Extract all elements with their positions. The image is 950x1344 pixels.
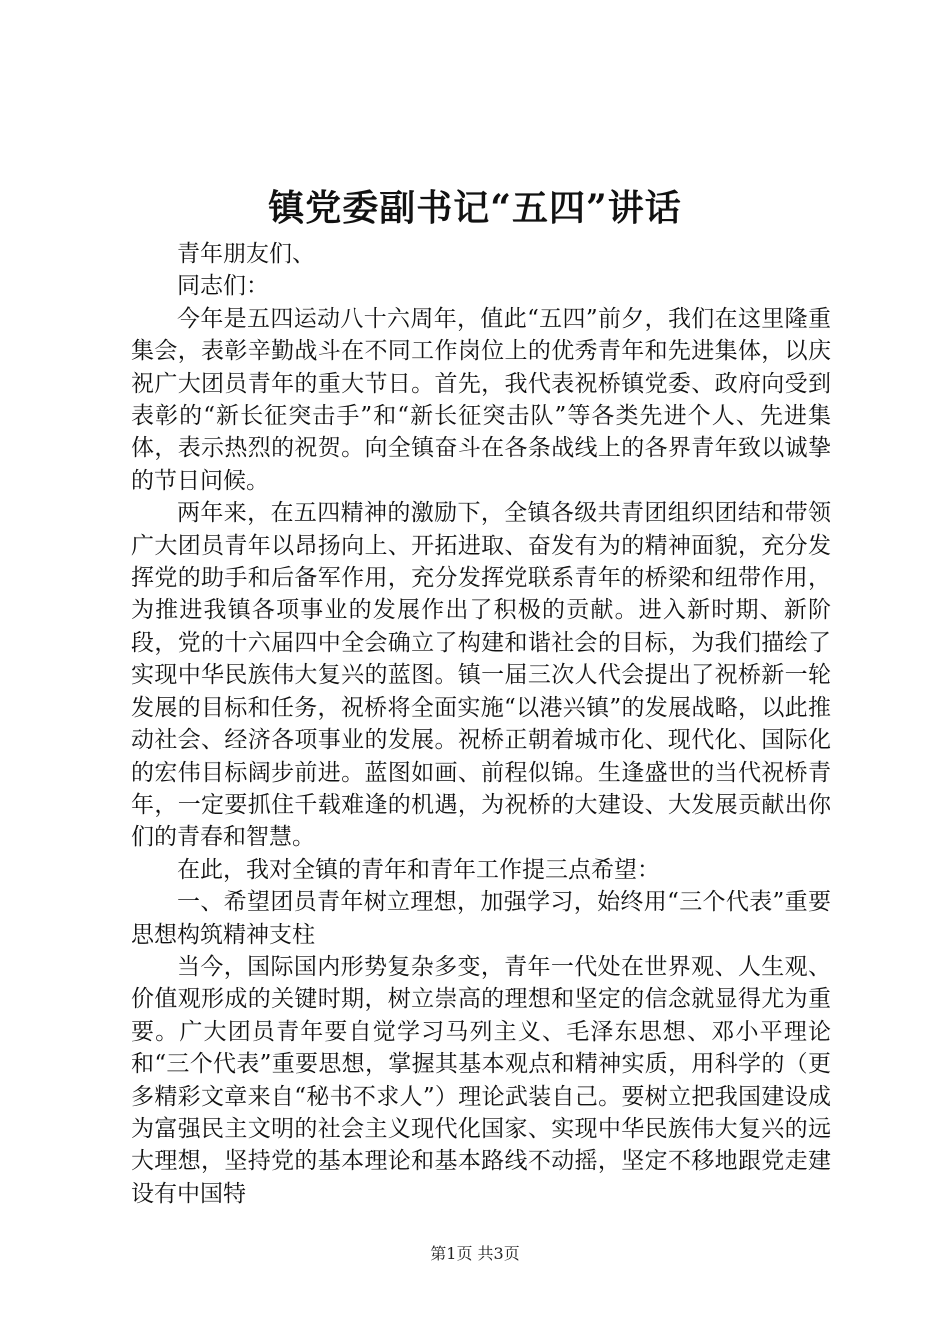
salutation-comrades: 同志们： (177, 273, 269, 300)
page-title: 镇党委副书记“五四”讲话 (268, 187, 682, 229)
paragraph-opening: 今年是五四运动八十六周年，值此“五四”前夕，我们在这里隆重集会，表彰辛勤战斗在不同工作岗位上的优秀青年和先进集体，以庆祝广大团员青年的重大节日。首先，我代表祝桥镇党委、政府向受到表彰的“新长征突击手”和“新长征突击队”等各类先进个人、先进集体，表示热烈的祝贺。向全镇奋斗在各条战线上的各界青年致以诚挚的节日问候。 (131, 305, 831, 494)
page-indicator: 第1页 共3页 (430, 1244, 520, 1263)
paragraph-three-hopes-intro: 在此，我对全镇的青年和青年工作提三点希望： (177, 856, 660, 883)
salutation-youth: 青年朋友们、 (177, 241, 315, 267)
paragraph-achievements: 两年来，在五四精神的激励下，全镇各级共青团组织团结和带领广大团员青年以昂扬向上、开拓进取、奋发有为的精神面貌，充分发挥党的助手和后备军作用，充分发挥党联系青年的桥梁和纽带作用，为推进我镇各项事业的发展作出了积极的贡献。进入新时期、新阶段，党的十六届四中全会确立了构建和谐社会的目标，为我们描绘了实现中华民族伟大复兴的蓝图。镇一届三次人代会提出了祝桥新一轮发展的目标和任务，祝桥将全面实施“以港兴镇”的发展战略，以此推动社会、经济各项事业的发展。祝桥正朝着城市化、现代化、国际化的宏伟目标阔步前进。蓝图如画、前程似锦。生逢盛世的当代祝桥青年，一定要抓住千载难逢的机遇，为祝桥的大建设、大发展贡献出你们的青春和智慧。 (131, 500, 831, 851)
heading-hope-one: 一、希望团员青年树立理想，加强学习，始终用“三个代表”重要思想构筑精神支柱 (131, 889, 831, 948)
paragraph-hope-one-body: 当今，国际国内形势复杂多变，青年一代处在世界观、人生观、价值观形成的关键时期，树立崇高的理想和坚定的信念就显得尤为重要。广大团员青年要自觉学习马列主义、毛泽东思想、邓小平理论和“三个代表”重要思想，掌握其基本观点和精神实质，用科学的（更多精彩文章来自“秘书不求人”）理论武装自己。要树立把我国建设成为富强民主文明的社会主义现代化国家、实现中华民族伟大复兴的远大理想，坚持党的基本理论和基本路线不动摇，坚定不移地跟党走建设有中国特 (131, 953, 831, 1207)
document-body (131, 238, 831, 1210)
